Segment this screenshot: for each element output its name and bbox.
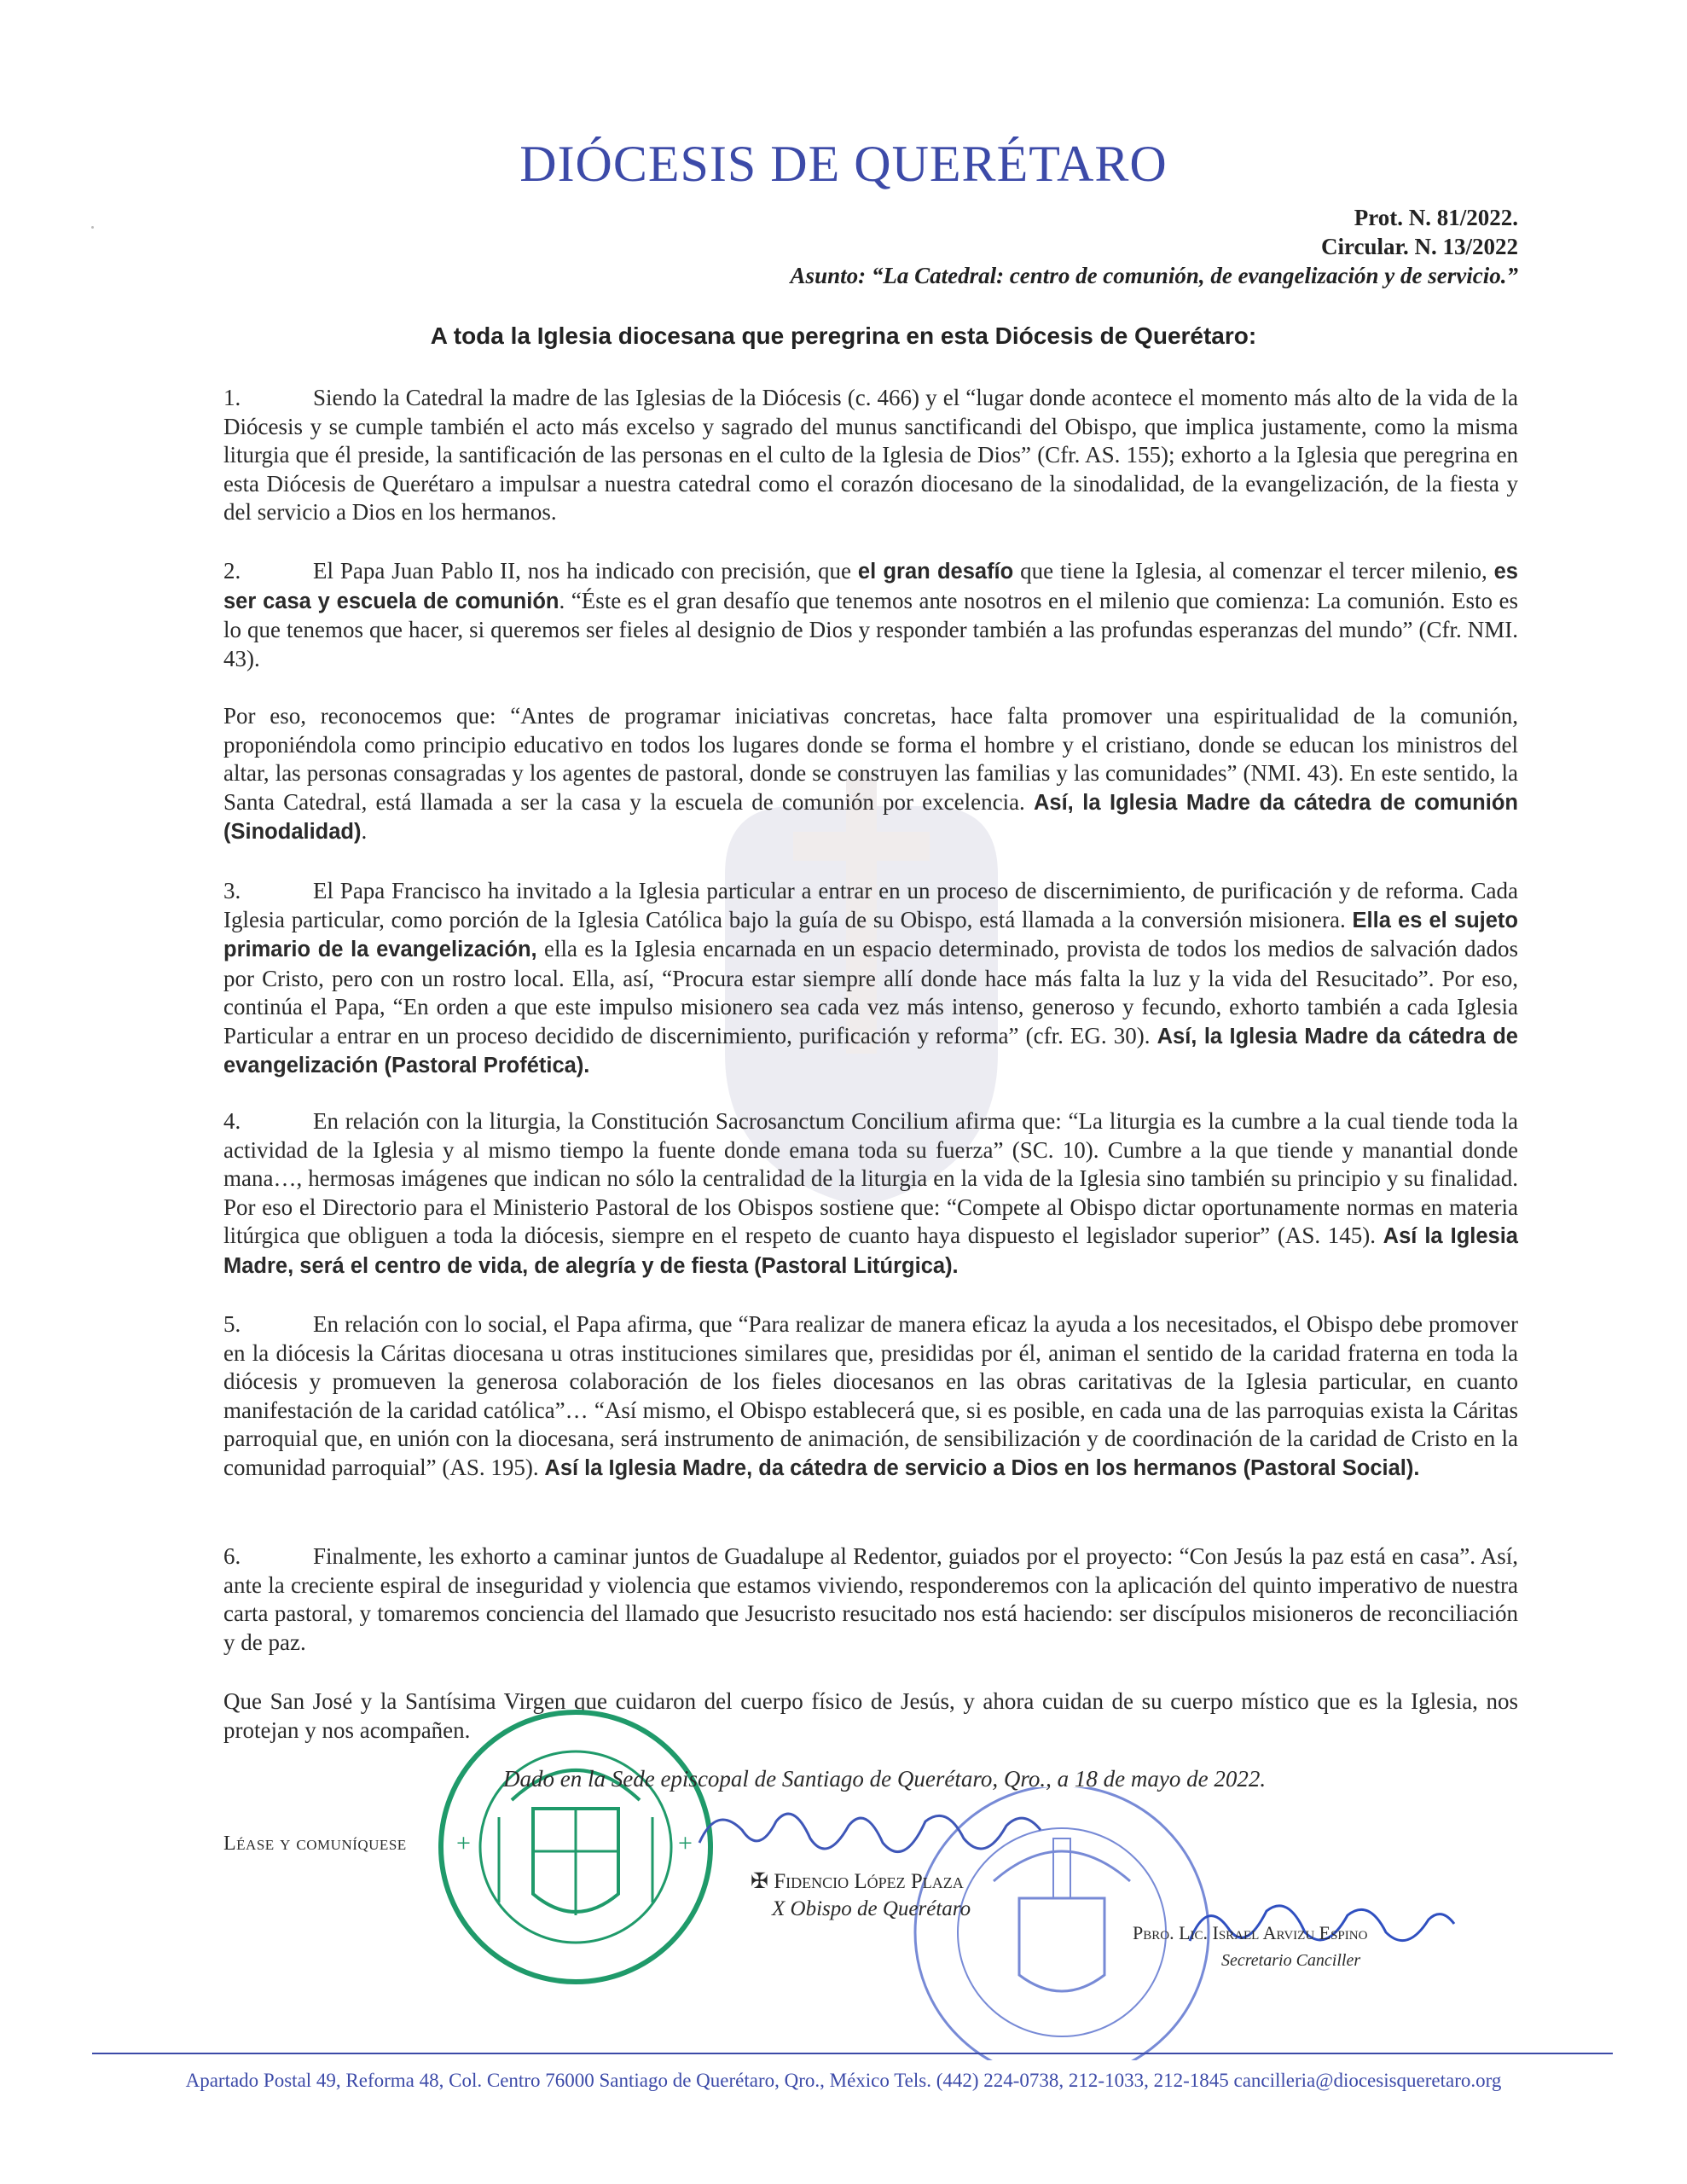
- paragraph-text: ella es la Iglesia encarnada en un espacio determinado, provista de todos los medios de salvación dados por Cristo, pero con un rostro local. Ella, así, “Procura estar siempre allí donde hace más falta la luz y la vida del Resucitado”. Por eso, continúa el Papa, “En orden a que este impulso misionero sea cada vez más intenso, generoso y fecundo, exhorto también a cada Iglesia Particular a entrar en un proceso decidido de discernimiento, purificación y reforma” (cfr. EG. 30).: [223, 936, 1518, 1048]
- paragraph-number: 2.: [223, 558, 241, 584]
- paragraph-number: 5.: [223, 1311, 241, 1337]
- paragraph-3: [223, 877, 1518, 1081]
- bishop-title: X Obispo de Querétaro: [772, 1897, 971, 1920]
- paragraph-5: [223, 1310, 1518, 1483]
- emphasis-text: es ser casa y escuela de comunión: [223, 560, 1518, 613]
- paragraph-text: En relación con lo social, el Papa afirma, que “Para realizar de manera eficaz la ayuda a los necesitados, el Obispo debe promover en la diócesis la Cáritas diocesana u otras instituciones similares que, presididas por él, animan el sentido de la caridad fraterna en toda la diócesis y promueven la generosa colaboración de los fieles diocesanos en las obras caritativas de la Iglesia particular, en cuanto manifestación de la caridad católica”… “Así mismo, el Obispo establecerá que, si es posible, en cada una de las parroquias exista la Cáritas parroquial que, en unión con la diocesana, será instrumento de animación, de sensibilización y de coordinación de la caridad de Cristo en la comunidad parroquial” (AS. 195).: [223, 1311, 1518, 1480]
- paragraph-text: En relación con la liturgia, la Constitución Sacrosanctum Concilium afirma que: “La liturgia es la cumbre a la cual tiende toda la actividad de la Iglesia y al mismo tiempo la fuente donde emana toda su fuerza” (SC. 10). Cumbre a la que tiende y manantial donde mana…, hermosas imágenes que indican no sólo la centralidad de la liturgia en la vida de la Iglesia sino también su principio y su finalidad. Por eso el Directorio para el Ministerio Pastoral de los Obispos sostiene que: “Compete al Obispo dictar oportunamente normas en materia litúrgica que obliguen a toda la diócesis, siempre en el respeto de cuanto haya dispuesto el legislador superior” (AS. 145).: [223, 1108, 1518, 1248]
- addressee: A toda la Iglesia diocesana que peregrina en esta Diócesis de Querétaro:: [430, 322, 1257, 349]
- paragraph-text: Por eso, reconocemos que: “Antes de programar iniciativas concretas, hace falta promover una espiritualidad de la comunión, proponiéndola como principio educativo en todos los lugares donde se forma el hombre y el cristiano, donde se educan los ministros del altar, las personas consagradas y los agentes de pastoral, donde se construyen las familias y las comunidades” (NMI. 43). En este sentido, la Santa Catedral, está llamada a ser la casa y la escuela de comunión por excelencia.: [223, 703, 1518, 815]
- bishop-signature-icon: [691, 1796, 1049, 1873]
- emphasis-text: Así, la Iglesia Madre da cátedra de evangelización (Pastoral Profética).: [223, 1024, 1518, 1077]
- chancellor-title: Secretario Canciller: [1221, 1951, 1361, 1970]
- paragraph-4: [223, 1107, 1518, 1281]
- lease-label: Léase y comuníquese: [223, 1833, 407, 1855]
- chancellor-name: Pbro. Lic. Israel Arvizu Espino: [1133, 1922, 1368, 1943]
- speck: [91, 226, 94, 229]
- emphasis-text: el gran desafío: [857, 560, 1014, 584]
- emphasis-text: Ella es el sujeto primario de la evangelización,: [223, 908, 1518, 961]
- paragraph-text: El Papa Juan Pablo II, nos ha indicado con precisión, que: [313, 558, 858, 584]
- paragraph-text: que tiene la Iglesia, al comenzar el tercer milenio,: [1013, 558, 1494, 584]
- paragraph-number: 6.: [223, 1543, 241, 1569]
- circular-number: Circular. N. 13/2022: [1320, 234, 1518, 259]
- bishop-name: ✠ Fidencio López Plaza: [751, 1870, 964, 1893]
- paragraph-text: Finalmente, les exhorto a caminar juntos de Guadalupe al Redentor, guiados por el proyecto: “Con Jesús la paz está en casa”. Así, ante la creciente espiral de inseguridad y violencia que estamos viviendo, responderemos con la aplicación del quinto imperativo de nuestra carta pastoral, y tomaremos conciencia del llamado que Jesucristo resucitado nos está haciendo: ser discípulos misioneros de reconciliación y de paz.: [223, 1543, 1518, 1655]
- paragraph-number: 3.: [223, 878, 241, 903]
- protocol-number: Prot. N. 81/2022.: [1354, 205, 1518, 230]
- diocese-title: DIÓCESIS DE QUERÉTARO: [519, 136, 1168, 192]
- paragraph-number: 1.: [223, 385, 241, 410]
- svg-text:+: +: [678, 1829, 693, 1857]
- footer-divider: [92, 2053, 1613, 2054]
- emphasis-text: Así, la Iglesia Madre da cátedra de comunión (Sinodalidad): [223, 790, 1518, 844]
- subject-line: Asunto: “La Catedral: centro de comunión, de evangelización y de servicio.”: [790, 263, 1518, 288]
- paragraph-text: El Papa Francisco ha invitado a la Iglesia particular a entrar en un proceso de discernimiento, de purificación y de reforma. Cada Iglesia particular, como porción de la Iglesia Católica bajo la guía de su Obispo, está llamada a la conversión misionera.: [223, 878, 1518, 932]
- paragraph-text: Siendo la Catedral la madre de las Iglesias de la Diócesis (c. 466) y el “lugar donde acontece el momento más alto de la vida de la Diócesis y se cumple también el acto más excelso y sagrado del munus sanctificandi del Obispo, que implica justamente, como la misma liturgia que él preside, la santificación de las personas en el culto de la Iglesia de Dios” (Cfr. AS. 155); exhorto a la Iglesia que peregrina en esta Diócesis de Querétaro a impulsar a nuestra catedral como el corazón diocesano de la sinodalidad, de la evangelización, de la fiesta y del servicio a Dios en los hermanos.: [223, 385, 1518, 525]
- paragraph-text: .: [361, 818, 368, 844]
- paragraph-2b: [223, 702, 1518, 847]
- emphasis-text: Así la Iglesia Madre, da cátedra de servicio a Dios en los hermanos (Pastoral Social).: [544, 1455, 1420, 1480]
- closing-blessing: Que San José y la Santísima Virgen que cuidaron del cuerpo físico de Jesús, y ahora cuidan de su cuerpo místico que es la Iglesia, nos protejan y nos acompañen.: [223, 1688, 1518, 1743]
- svg-text:+: +: [456, 1829, 471, 1857]
- paragraph-text: . “Éste es el gran desafío que tenemos ante nosotros en el milenio que comienza: La comunión. Esto es lo que tenemos que hacer, si queremos ser fieles al designio de Dios y responder también a las profundas esperanzas del mundo” (Cfr. NMI. 43).: [223, 587, 1518, 671]
- paragraph-number: 4.: [223, 1108, 241, 1134]
- paragraph-2: [223, 557, 1518, 673]
- emphasis-text: Así la Iglesia Madre, será el centro de vida, de alegría y de fiesta (Pastoral Litúrgica).: [223, 1224, 1518, 1278]
- dated-line: Dado en la Sede episcopal de Santiago de Querétaro, Qro., a 18 de mayo de 2022.: [503, 1766, 1267, 1792]
- footer-address: Apartado Postal 49, Reforma 48, Col. Centro 76000 Santiago de Querétaro, Qro., México Tels. (442) 224-0738, 212-1033, 212-1845 cancilleria@diocesisqueretaro.org: [185, 2070, 1502, 2091]
- bishop-seal-icon: [431, 1706, 721, 1988]
- paragraph-1: [223, 384, 1518, 527]
- paragraph-6: [223, 1542, 1518, 1657]
